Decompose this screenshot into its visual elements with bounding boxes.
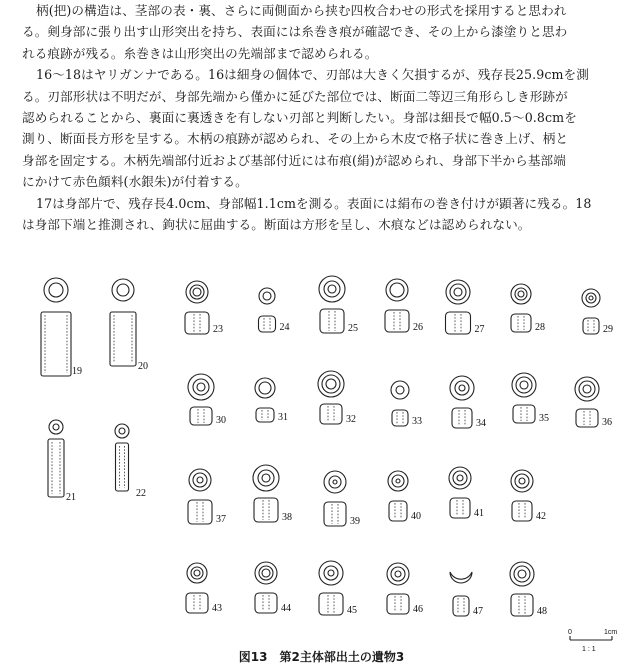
cross-section-ring xyxy=(263,292,271,300)
text-line: 17は身部片で、残存長4.0cm、身部幅1.1cmを測る。表面には絹布の巻き付けが顕著に残る。18 xyxy=(36,195,592,211)
cross-section-ring xyxy=(319,276,345,302)
cross-section-ring xyxy=(197,383,205,391)
text-line: は身部下端と推測され、鉤状に屈曲する。断面は方形を呈し、木痕などは認められない。 xyxy=(22,217,531,233)
cross-section-ring xyxy=(455,381,469,395)
cross-section-ring xyxy=(112,279,134,301)
cross-section-ring xyxy=(511,284,531,304)
side-view xyxy=(48,439,64,497)
side-view xyxy=(453,596,469,616)
side-view xyxy=(513,405,535,423)
figure-number: 22 xyxy=(136,488,146,499)
cross-section-ring xyxy=(328,570,334,576)
side-view xyxy=(511,594,533,616)
cross-section-ring xyxy=(262,569,270,577)
figure-number: 31 xyxy=(278,412,288,423)
side-view xyxy=(324,502,346,526)
side-view xyxy=(259,316,276,332)
text-line: 測り、断面長方形を呈する。木柄の痕跡が認められ、その上から木皮で格子状に巻き上げ、柄と xyxy=(22,131,569,147)
cross-section-ring xyxy=(449,467,471,489)
figure-number: 38 xyxy=(282,512,292,523)
cross-section-ring xyxy=(322,375,340,393)
side-view xyxy=(387,594,409,614)
cross-section-ring xyxy=(579,381,595,397)
cross-section-ring xyxy=(457,475,463,481)
text-line: 16～18はヤリガンナである。16は細身の個体で、刃部は大きく欠損するが、残存長25.9cmを測 xyxy=(36,67,589,83)
cross-section-ring xyxy=(586,293,596,303)
cross-section-ring xyxy=(396,386,404,394)
side-view xyxy=(576,409,598,427)
side-view xyxy=(452,408,472,428)
side-view xyxy=(188,500,212,524)
side-view xyxy=(512,501,532,521)
cross-section-ring xyxy=(255,562,277,584)
cross-section-ring xyxy=(329,476,341,488)
text-line: 認められることから、裏面に裏透きを有しない刃部と判断したい。身部は細長で幅0.5～0.8cmを xyxy=(22,110,577,126)
figure-number: 43 xyxy=(212,603,222,614)
figure-number: 21 xyxy=(66,492,76,503)
figure-number: 25 xyxy=(348,323,358,334)
figure-number: 28 xyxy=(535,322,545,333)
cross-section-ring xyxy=(193,288,201,296)
cross-section-ring xyxy=(319,561,343,585)
cross-section-ring xyxy=(326,379,336,389)
side-view xyxy=(256,408,274,422)
cross-section-ring xyxy=(255,378,275,398)
cross-section-ring xyxy=(388,471,408,491)
figure-number: 41 xyxy=(474,508,484,519)
cross-section-ring xyxy=(324,566,338,580)
cross-section-ring xyxy=(193,473,207,487)
cross-section-ring xyxy=(333,480,337,484)
cross-section-ring xyxy=(324,281,340,297)
cross-section-ring xyxy=(187,563,207,583)
side-view xyxy=(583,318,599,334)
cross-section-ring xyxy=(387,563,409,585)
figure-number: 40 xyxy=(411,511,421,522)
cross-section-ring xyxy=(450,572,472,583)
cross-section-ring xyxy=(49,420,63,434)
figure-caption: 図13 第2主体部出土の遺物3 xyxy=(238,650,405,664)
cross-section-ring xyxy=(117,284,129,296)
figure-number: 44 xyxy=(281,603,291,614)
cross-section-ring xyxy=(459,385,465,391)
cross-section-ring xyxy=(197,477,203,483)
side-view xyxy=(450,498,470,518)
cross-section-ring xyxy=(511,470,533,492)
cross-section-ring xyxy=(514,566,530,582)
cross-section-ring xyxy=(44,278,68,302)
side-view xyxy=(186,593,208,613)
figure-number: 27 xyxy=(474,324,485,335)
text-line: 身部を固定する。木柄先端部付近および基部付近には布痕(絹)が認められ、身部下半から基部端 xyxy=(22,152,566,168)
figure-number: 29 xyxy=(603,324,613,335)
cross-section-ring xyxy=(518,291,524,297)
figure-number: 33 xyxy=(412,416,422,427)
cross-section-ring xyxy=(53,424,59,430)
figure-number: 39 xyxy=(350,516,360,527)
text-line: れる痕跡が残る。糸巻きは山形突出の先端部まで認められる。 xyxy=(22,45,378,61)
cross-section-ring xyxy=(328,285,336,293)
cross-section-ring xyxy=(589,296,593,300)
side-view xyxy=(255,593,277,613)
cross-section-ring xyxy=(396,479,400,483)
cross-section-ring xyxy=(253,465,279,491)
cross-section-ring xyxy=(115,424,129,438)
cross-section-ring xyxy=(119,428,125,434)
cross-section-ring xyxy=(390,283,404,297)
cross-section-ring xyxy=(193,379,209,395)
side-view xyxy=(319,593,343,615)
figure-number: 24 xyxy=(279,322,290,333)
figure-number: 20 xyxy=(138,361,148,372)
cross-section-ring xyxy=(515,288,527,300)
cross-section-ring xyxy=(386,279,408,301)
cross-section-ring xyxy=(188,374,214,400)
text-line: る。刃部形状は不明だが、身部先端から僅かに延びた部位では、断面二等辺三角形らしき形跡が xyxy=(22,88,568,104)
cross-section-ring xyxy=(582,289,600,307)
cross-section-ring xyxy=(583,385,591,393)
cross-section-ring xyxy=(259,288,275,304)
figure-number: 36 xyxy=(602,417,612,428)
cross-section-ring xyxy=(395,571,401,577)
cross-section-ring xyxy=(262,474,270,482)
cross-section-ring xyxy=(259,382,271,394)
cross-section-ring xyxy=(191,567,203,579)
cross-section-ring xyxy=(186,281,208,303)
cross-section-ring xyxy=(259,566,273,580)
text-line: 柄(把)の構造は、茎部の表・裏、さらに両側面から挟む四枚合わせの形式を採用すると思われ xyxy=(36,3,567,18)
side-view xyxy=(385,310,409,332)
figure-number: 34 xyxy=(476,418,486,429)
side-view xyxy=(116,443,129,491)
side-view xyxy=(389,501,407,521)
figure-number: 32 xyxy=(346,414,356,425)
figure-number: 47 xyxy=(473,606,483,617)
side-view xyxy=(392,410,408,426)
cross-section-ring xyxy=(189,469,211,491)
cross-section-ring xyxy=(49,283,63,297)
side-view xyxy=(320,404,342,424)
figure-number: 45 xyxy=(347,605,357,616)
cross-section-ring xyxy=(324,471,346,493)
cross-section-ring xyxy=(194,570,200,576)
cross-section-ring xyxy=(518,570,526,578)
cross-section-ring xyxy=(453,471,467,485)
cross-section-ring xyxy=(520,381,528,389)
cross-section-ring xyxy=(515,474,529,488)
figure-number: 26 xyxy=(413,322,423,333)
side-view xyxy=(511,314,531,332)
figure-number: 30 xyxy=(216,415,226,426)
figure-number: 48 xyxy=(537,606,547,617)
cross-section-ring xyxy=(391,381,409,399)
side-view xyxy=(185,312,209,334)
text-line: る。剣身部に張り出す山形突出を持ち、表面には糸巻き痕が確認でき、その上から漆塗りと思わ xyxy=(22,24,568,40)
scale-max-label: 1cm xyxy=(604,629,618,636)
cross-section-ring xyxy=(519,478,525,484)
cross-section-ring xyxy=(516,377,532,393)
cross-section-ring xyxy=(392,475,404,487)
cross-section-ring xyxy=(450,284,466,300)
scale-zero-label: 0 xyxy=(568,629,572,636)
side-view xyxy=(446,312,471,334)
figure-number: 46 xyxy=(413,604,423,615)
text-line: にかけて赤色顔料(水銀朱)が付着する。 xyxy=(22,174,248,190)
figure-number: 35 xyxy=(539,413,549,424)
side-view xyxy=(320,309,344,333)
cross-section-ring xyxy=(454,288,462,296)
figure-number: 37 xyxy=(216,514,226,525)
side-view xyxy=(41,312,71,376)
side-view xyxy=(190,407,212,425)
cross-section-ring xyxy=(391,567,405,581)
cross-section-ring xyxy=(450,376,474,400)
cross-section-ring xyxy=(258,470,274,486)
figure-number: 23 xyxy=(213,324,223,335)
figure-number: 19 xyxy=(72,366,82,377)
figure-number: 42 xyxy=(536,511,546,522)
scale-ratio-label: 1 : 1 xyxy=(582,646,596,653)
cross-section-ring xyxy=(190,285,204,299)
side-view xyxy=(254,498,278,522)
